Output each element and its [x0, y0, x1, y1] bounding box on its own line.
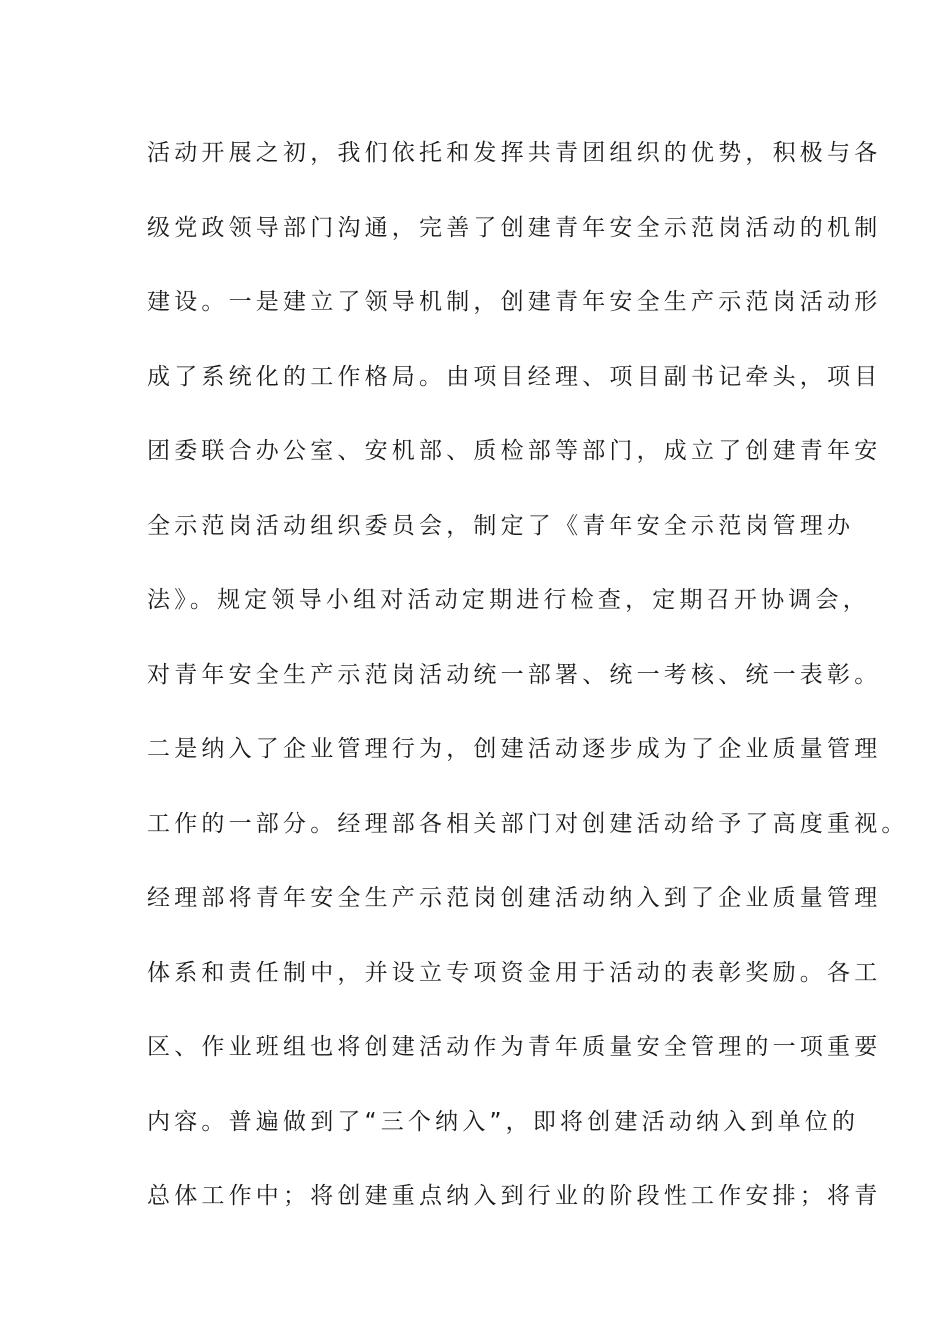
text-line-4: 成了系统化的工作格局。由项目经理、项目副书记牵头，项目 [147, 363, 882, 390]
text-line-9: 二是纳入了企业管理行为，创建活动逐步成为了企业质量管理 [147, 736, 882, 762]
text-line-11: 经理部将青年安全生产示范岗创建活动纳入到了企业质量管理 [147, 885, 882, 911]
text-line-6: 全示范岗活动组织委员会，制定了《青年安全示范岗管理办 [147, 512, 855, 539]
text-line-1: 活动开展之初，我们依托和发挥共青团组织的优势，积极与各 [147, 140, 882, 166]
text-line-12: 体系和责任制中，并设立专项资金用于活动的表彰奖励。各工 [147, 959, 882, 986]
text-line-13: 区、作业班组也将创建活动作为青年质量安全管理的一项重要 [147, 1034, 882, 1060]
text-line-14: 内容。普遍做到了“三个纳入”，即将创建活动纳入到单位的 [147, 1108, 860, 1135]
text-line-5: 团委联合办公室、安机部、质检部等部门，成立了创建青年安 [147, 438, 882, 464]
text-line-7: 法》。规定领导小组对活动定期进行检查，定期召开协调会， [147, 587, 870, 613]
text-line-15: 总体工作中；将创建重点纳入到行业的阶段性工作安排；将青 [147, 1183, 882, 1209]
text-line-3: 建设。一是建立了领导机制，创建青年安全生产示范岗活动形 [147, 289, 882, 315]
body-text [147, 130, 909, 1248]
text-line-10: 工作的一部分。经理部各相关部门对创建活动给予了高度重视。 [147, 810, 909, 837]
text-line-8: 对青年安全生产示范岗活动统一部署、统一考核、统一表彰。 [147, 661, 882, 688]
text-line-2: 级党政领导部门沟通，完善了创建青年安全示范岗活动的机制 [147, 214, 882, 241]
